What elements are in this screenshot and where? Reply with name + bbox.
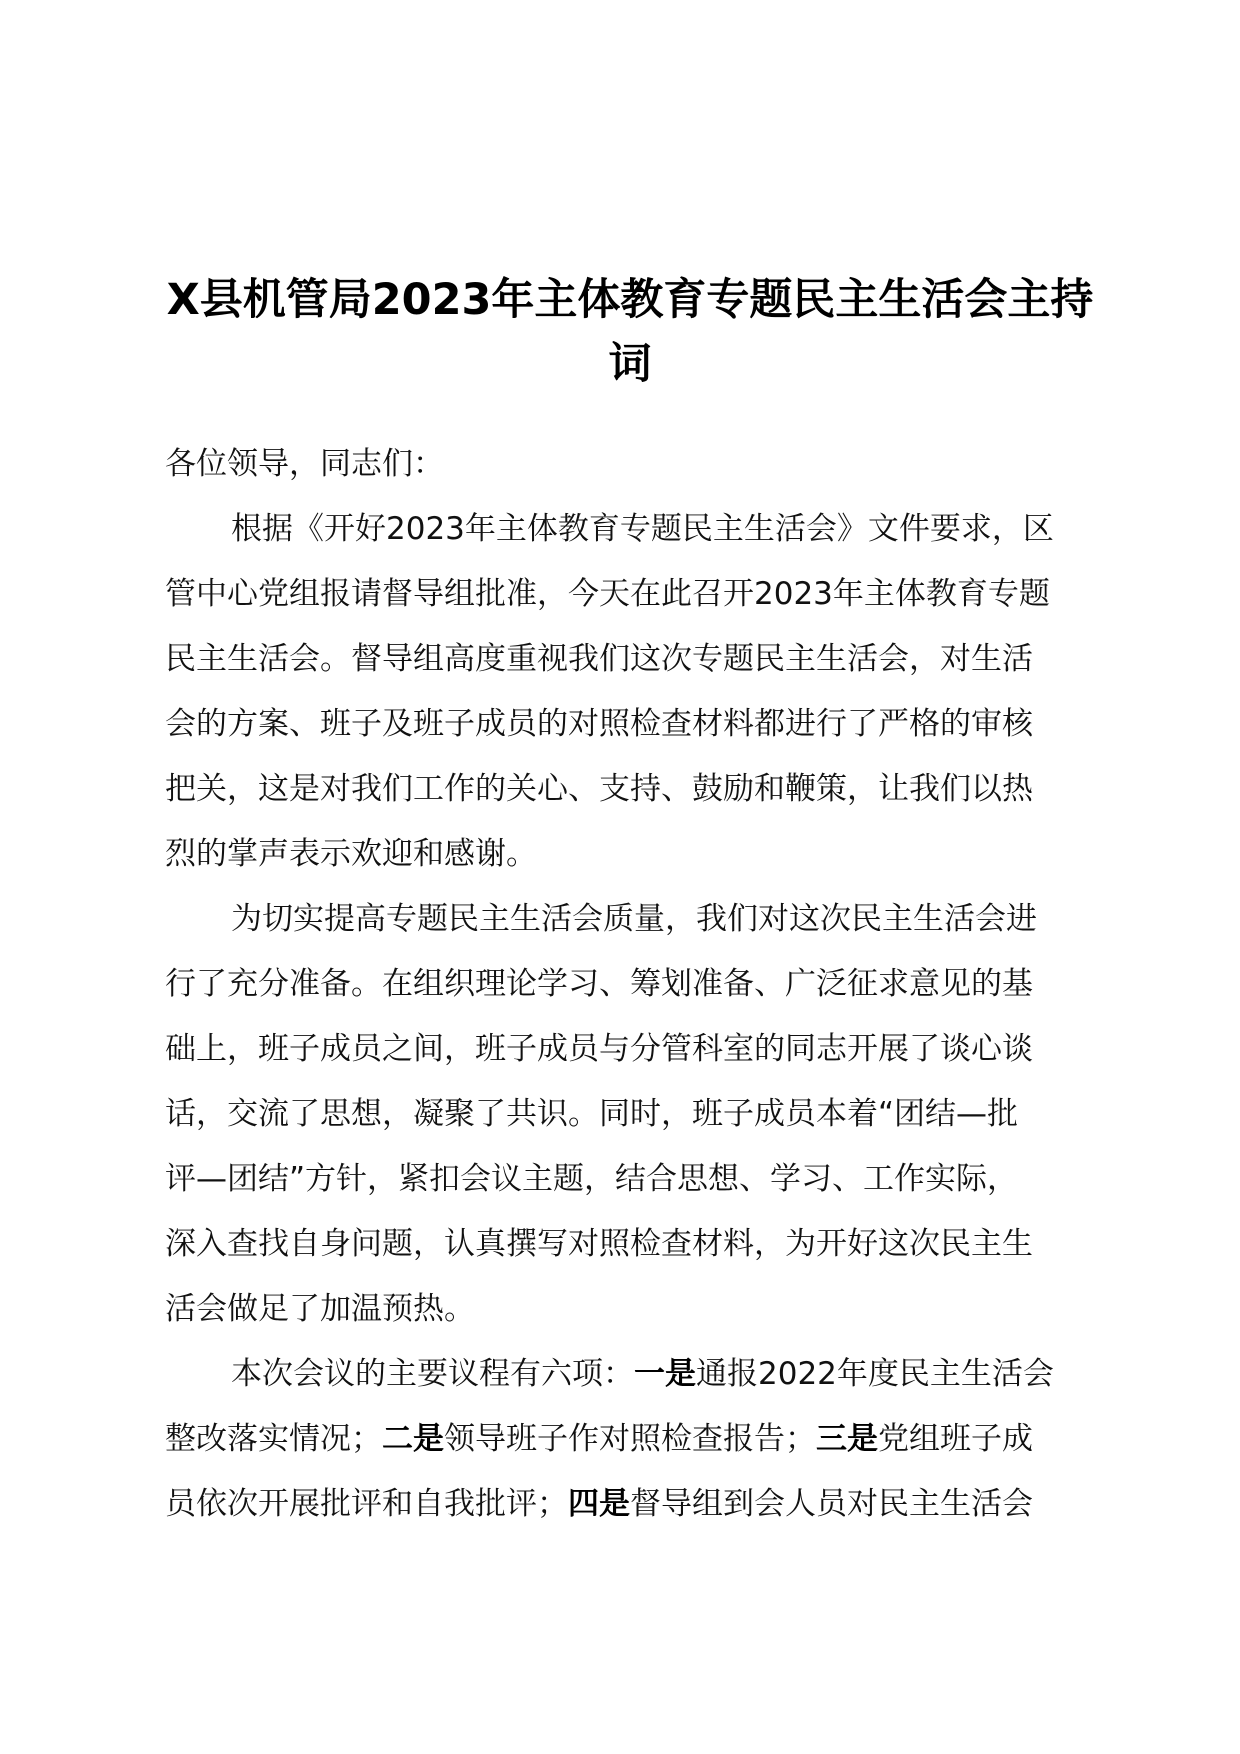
paragraph-line: 根据《开好2023年主体教育专题民主生活会》文件要求，区 <box>231 511 1054 547</box>
paragraph-line: 行了充分准备。在组织理论学习、筹划准备、广泛征求意见的基 <box>165 966 1033 1002</box>
document-title: X县机管局2023年主体教育专题民主生活会主持词 <box>166 275 1094 389</box>
paragraph-line: 为切实提高专题民主生活会质量，我们对这次民主生活会进 <box>231 901 1037 937</box>
agenda-item-marker: 四是 <box>568 1486 630 1522</box>
agenda-item-text: 领导班子作对照检查报告； <box>444 1421 816 1457</box>
paragraph-line: 话，交流了思想，凝聚了共识。同时，班子成员本着“团结—批 <box>165 1096 1019 1132</box>
paragraph-line: 民主生活会。督导组高度重视我们这次专题民主生活会，对生活 <box>165 641 1033 677</box>
agenda-intro: 本次会议的主要议程有六项： <box>231 1356 634 1392</box>
agenda-item-text: 通报2022年度民主生活会 <box>696 1356 1054 1392</box>
document-body <box>165 432 1115 1537</box>
paragraph-line <box>165 1342 1115 1407</box>
agenda-item-marker: 一是 <box>634 1356 696 1392</box>
paragraph-line: 础上，班子成员之间，班子成员与分管科室的同志开展了谈心谈 <box>165 1031 1033 1067</box>
paragraph-line: 把关，这是对我们工作的关心、支持、鼓励和鞭策，让我们以热 <box>165 771 1033 807</box>
paragraph-line <box>165 1407 1115 1472</box>
paragraph-line: 评—团结”方针，紧扣会议主题，结合思想、学习、工作实际， <box>165 1161 1019 1197</box>
agenda-item-text: 员依次开展批评和自我批评； <box>165 1486 568 1522</box>
agenda-item-text: 整改落实情况； <box>165 1421 382 1457</box>
paragraph-agenda <box>165 1342 1115 1537</box>
paragraph-preparation <box>165 887 1115 1342</box>
paragraph-line: 烈的掌声表示欢迎和感谢。 <box>165 836 537 872</box>
agenda-item-text: 党组班子成 <box>878 1421 1033 1457</box>
paragraph-opening <box>165 497 1115 887</box>
agenda-item-text: 督导组到会人员对民主生活会 <box>630 1486 1033 1522</box>
paragraph-line: 会的方案、班子及班子成员的对照检查材料都进行了严格的审核 <box>165 706 1033 742</box>
salutation: 各位领导，同志们： <box>165 446 444 482</box>
paragraph-line: 管中心党组报请督导组批准，今天在此召开2023年主体教育专题 <box>165 576 1050 612</box>
agenda-item-marker: 二是 <box>382 1421 444 1457</box>
paragraph-line: 深入查找自身问题，认真撰写对照检查材料，为开好这次民主生 <box>165 1226 1033 1262</box>
agenda-item-marker: 三是 <box>816 1421 878 1457</box>
paragraph-line: 活会做足了加温预热。 <box>165 1291 475 1327</box>
paragraph-line <box>165 1472 1115 1537</box>
